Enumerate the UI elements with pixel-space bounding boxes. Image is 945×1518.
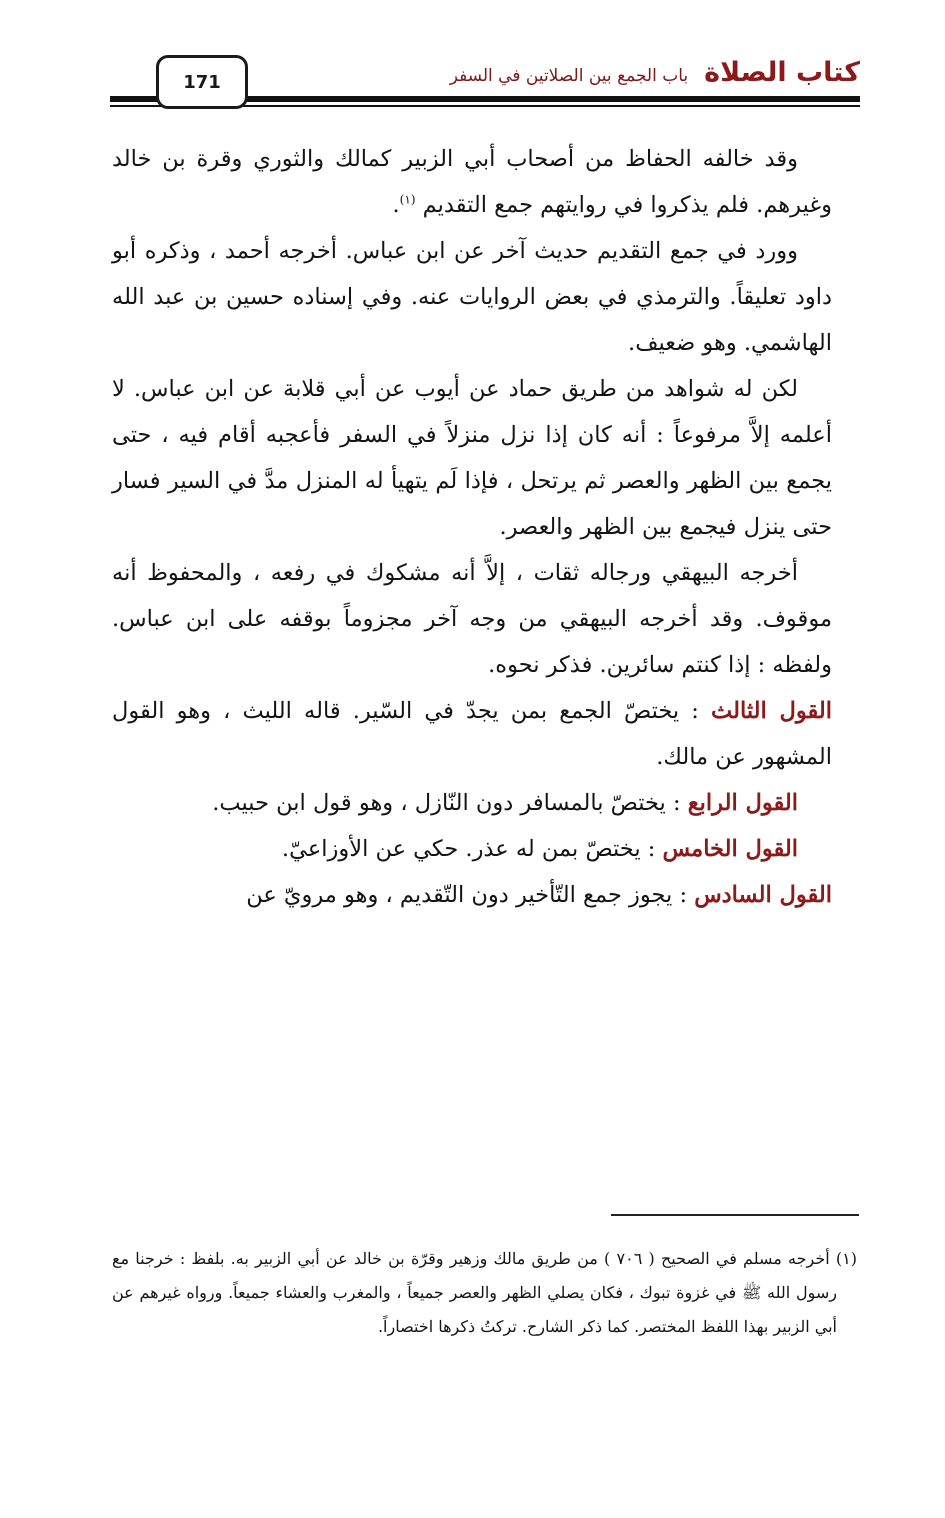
running-head xyxy=(450,57,860,88)
opinion-4-label: القول الرابع xyxy=(687,790,798,816)
book-title: كتاب الصلاة xyxy=(704,57,860,88)
paragraph-4: أخرجه البيهقي ورجاله ثقات ، إلاَّ أنه مشكوك في رفعه ، والمحفوظ أنه موقوف. وقد أخرجه البيهقي من وجه آخر مجزوماً بوقفه على ابن عباس. ولفظه : إذا كنتم سائرين. فذكر نحوه. xyxy=(112,560,832,678)
page-number: 171 xyxy=(156,55,248,109)
opinion-4 xyxy=(112,780,832,826)
opinion-3-label: القول الثالث xyxy=(711,698,832,724)
opinion-5 xyxy=(112,826,832,872)
paragraph-3: لكن له شواهد من طريق حماد عن أيوب عن أبي قلابة عن ابن عباس. لا أعلمه إلاَّ مرفوعاً : أنه كان إذا نزل منزلاً في السفر فأعجبه أقام فيه ، حتى يجمع بين الظهر والعصر ثم يرتحل ، فإذا لَم يتهيأ له المنزل مدَّ في السير فسار حتى ينزل فيجمع بين الظهر والعصر. xyxy=(112,376,832,540)
chapter-title: باب الجمع بين الصلاتين في السفر xyxy=(449,66,689,86)
opinion-6 xyxy=(112,872,832,918)
paragraph-1-text: وقد خالفه الحفاظ من أصحاب أبي الزبير كمالك والثوري وقرة بن خالد وغيرهم. فلم يذكروا في روايتهم جمع التقديم xyxy=(112,146,832,218)
opinion-6-text: : يجوز جمع التّأخير دون التّقديم ، وهو مرويّ عن xyxy=(246,882,695,908)
footnotes xyxy=(112,1242,857,1344)
opinion-5-text: : يختصّ بمن له عذر. حكي عن الأوزاعيّ. xyxy=(281,836,663,862)
footnote-ref-1: (١) xyxy=(399,192,416,207)
page-header xyxy=(110,45,860,115)
paragraph-1 xyxy=(112,136,832,228)
opinion-4-text: : يختصّ بالمسافر دون النّازل ، وهو قول ابن حبيب. xyxy=(212,790,688,816)
main-text xyxy=(112,136,832,918)
paragraph-1-end: . xyxy=(392,192,400,218)
opinion-6-label: القول السادس xyxy=(694,882,832,908)
footnote-separator xyxy=(611,1214,859,1216)
footnote-1: (١) أخرجه مسلم في الصحيح ( ٧٠٦ ) من طريق مالك وزهير وقرّة بن خالد عن أبي الزبير به. بلفظ : خرجنا مع رسول الله ﷺ في غزوة تبوك ، فكان يصلي الظهر والعصر جميعاً ، والمغرب والعشاء جميعاً. ورواه غيرهم عن أبي الزبير بهذا اللفظ المختصر. كما ذكر الشارح. تركتُ ذكرها اختصاراً. xyxy=(112,1249,857,1336)
paragraph-2: وورد في جمع التقديم حديث آخر عن ابن عباس. أخرجه أحمد ، وذكره أبو داود تعليقاً. والترمذي في بعض الروايات عنه. وفي إسناده حسين بن عبد الله الهاشمي. وهو ضعيف. xyxy=(112,238,832,356)
opinion-3 xyxy=(112,688,832,780)
opinion-3-text: : يختصّ الجمع بمن يجدّ في السّير. قاله الليث ، وهو القول المشهور عن مالك. xyxy=(112,698,832,770)
opinion-5-label: القول الخامس xyxy=(662,836,798,862)
